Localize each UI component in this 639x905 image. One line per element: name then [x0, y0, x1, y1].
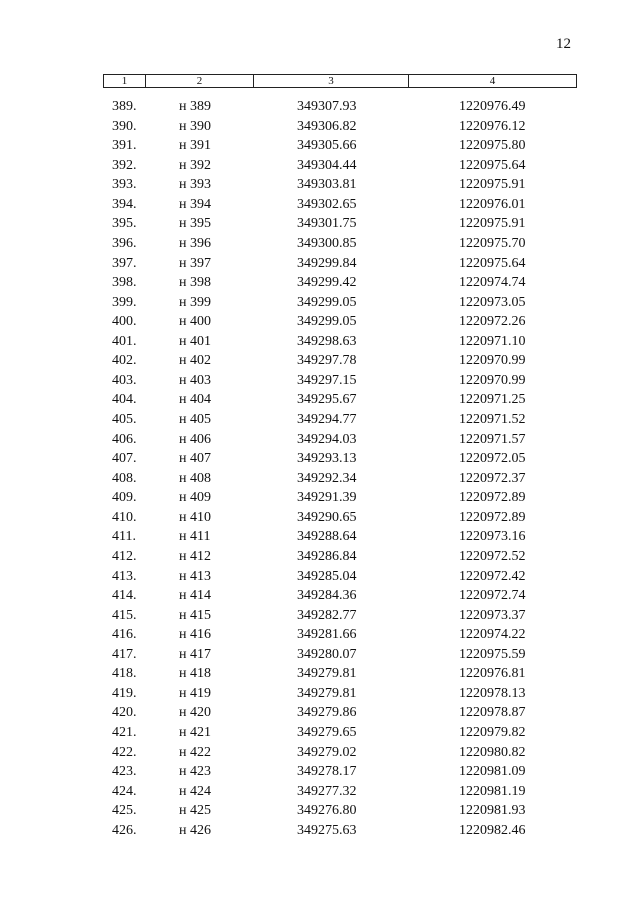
- coordinate-y: 1220975.59: [459, 646, 526, 662]
- table-row: [0, 547, 639, 567]
- coordinate-y: 1220980.82: [459, 744, 526, 760]
- table-row: [0, 743, 639, 763]
- point-label: н 414: [179, 588, 211, 604]
- point-label: н 394: [179, 196, 211, 212]
- row-number: 404.: [112, 392, 137, 408]
- table-row: [0, 645, 639, 665]
- table-row: [0, 293, 639, 313]
- coordinate-x: 349295.67: [297, 392, 357, 408]
- row-number: 414.: [112, 588, 137, 604]
- table-row: [0, 508, 639, 528]
- header-col-4: 4: [489, 75, 496, 87]
- table-row: [0, 449, 639, 469]
- row-number: 393.: [112, 177, 137, 193]
- row-number: 395.: [112, 216, 137, 232]
- table-row: [0, 156, 639, 176]
- row-number: 398.: [112, 275, 137, 291]
- coordinate-y: 1220982.46: [459, 822, 526, 838]
- point-label: н 409: [179, 490, 211, 506]
- coordinate-y: 1220972.05: [459, 451, 526, 467]
- table-row: [0, 664, 639, 684]
- point-label: н 395: [179, 216, 211, 232]
- coordinate-y: 1220975.80: [459, 138, 526, 154]
- point-label: н 407: [179, 451, 211, 467]
- row-number: 405.: [112, 412, 137, 427]
- coordinate-x: 349285.04: [297, 568, 357, 584]
- coordinate-x: 349298.63: [297, 333, 357, 349]
- coordinate-x: 349279.02: [297, 744, 357, 760]
- coordinate-x: 349297.15: [297, 372, 357, 388]
- coordinate-x: 349303.81: [297, 177, 357, 193]
- coordinate-x: 349286.84: [297, 548, 357, 564]
- coordinate-y: 1220976.81: [459, 666, 526, 682]
- point-label: н 392: [179, 157, 211, 173]
- point-label: н 411: [179, 529, 211, 545]
- table-row: [0, 273, 639, 293]
- table-row: [0, 234, 639, 254]
- point-label: н 401: [179, 333, 211, 349]
- point-label: н 417: [179, 646, 211, 662]
- coordinate-y: 1220975.70: [459, 235, 526, 251]
- row-number: 425.: [112, 803, 137, 819]
- coordinate-x: 349297.78: [297, 353, 357, 369]
- point-label: н 400: [179, 314, 211, 330]
- point-label: н 398: [179, 275, 211, 291]
- row-number: 392.: [112, 157, 137, 173]
- point-label: н 410: [179, 509, 211, 525]
- row-number: 422.: [112, 744, 137, 760]
- coordinate-x: 349293.13: [297, 451, 357, 467]
- coordinate-x: 349292.34: [297, 470, 357, 486]
- point-label: н 403: [179, 372, 211, 388]
- coordinate-y: 1220981.93: [459, 803, 526, 819]
- point-label: н 416: [179, 627, 211, 643]
- header-col-3: 3: [254, 75, 409, 87]
- coordinate-y: 1220970.99: [459, 353, 526, 369]
- row-number: 409.: [112, 490, 137, 506]
- row-number: 394.: [112, 196, 137, 212]
- point-label: н 397: [179, 255, 211, 271]
- point-label: н 423: [179, 764, 211, 780]
- point-label: н 418: [179, 666, 211, 682]
- coordinate-y: 1220973.37: [459, 607, 526, 623]
- point-label: н 404: [179, 392, 211, 408]
- coordinate-x: 349279.86: [297, 705, 357, 721]
- coordinate-y: 1220975.64: [459, 255, 526, 271]
- table-row: [0, 117, 639, 137]
- row-number: 391.: [112, 138, 137, 154]
- row-number: 412.: [112, 548, 137, 564]
- point-label: н 426: [179, 822, 211, 838]
- point-label: н 402: [179, 353, 211, 369]
- coordinate-y: 1220972.52: [459, 548, 526, 564]
- table-row: [0, 175, 639, 195]
- point-label: н 405: [179, 412, 211, 427]
- point-label: н 424: [179, 783, 211, 799]
- coordinate-x: 349301.75: [297, 216, 357, 232]
- coordinate-x: 349288.64: [297, 529, 357, 545]
- table-row: [0, 430, 639, 450]
- table-row: [0, 332, 639, 352]
- coordinate-y: 1220971.52: [459, 412, 526, 427]
- table-row: [0, 625, 639, 645]
- point-label: н 415: [179, 607, 211, 623]
- point-label: н 408: [179, 470, 211, 486]
- point-label: н 413: [179, 568, 211, 584]
- row-number: 424.: [112, 783, 137, 799]
- point-label: н 425: [179, 803, 211, 819]
- table-row: [0, 762, 639, 782]
- coordinate-y: 1220972.42: [459, 568, 526, 584]
- coordinate-y: 1220974.22: [459, 627, 526, 643]
- row-number: 418.: [112, 666, 137, 682]
- table-row: [0, 606, 639, 626]
- coordinate-x: 349276.80: [297, 803, 357, 819]
- table-row: [0, 195, 639, 215]
- coordinate-y: 1220979.82: [459, 725, 526, 740]
- coordinate-x: 349275.63: [297, 822, 357, 838]
- coordinate-y: 1220970.99: [459, 372, 526, 388]
- coordinate-y: 1220981.19: [459, 783, 526, 799]
- coordinate-y: 1220974.74: [459, 275, 526, 291]
- point-label: н 391: [179, 138, 211, 154]
- point-label: н 412: [179, 548, 211, 564]
- coordinate-x: 349278.17: [297, 764, 357, 780]
- row-number: 389.: [112, 99, 137, 114]
- coordinate-y: 1220971.25: [459, 392, 526, 408]
- coordinate-y: 1220978.13: [459, 685, 526, 701]
- row-number: 426.: [112, 822, 137, 838]
- table-row: [0, 214, 639, 234]
- coordinate-x: 349299.42: [297, 275, 357, 291]
- row-number: 407.: [112, 451, 137, 467]
- coordinate-x: 349290.65: [297, 509, 357, 525]
- row-number: 415.: [112, 607, 137, 623]
- coordinate-y: 1220976.12: [459, 118, 526, 134]
- coordinate-y: 1220978.87: [459, 705, 526, 721]
- coordinate-x: 349279.65: [297, 725, 357, 740]
- row-number: 417.: [112, 646, 137, 662]
- point-label: н 393: [179, 177, 211, 193]
- row-number: 411.: [112, 529, 136, 545]
- row-number: 421.: [112, 725, 137, 740]
- coordinate-y: 1220981.09: [459, 764, 526, 780]
- coordinate-x: 349302.65: [297, 196, 357, 212]
- point-label: н 406: [179, 431, 211, 447]
- coordinate-x: 349279.81: [297, 685, 357, 701]
- row-number: 396.: [112, 235, 137, 251]
- table-header: [103, 74, 577, 88]
- point-label: н 399: [179, 294, 211, 310]
- coordinate-x: 349306.82: [297, 118, 357, 134]
- table-row: [0, 586, 639, 606]
- coordinate-x: 349300.85: [297, 235, 357, 251]
- coordinate-y: 1220975.91: [459, 177, 526, 193]
- row-number: 423.: [112, 764, 137, 780]
- point-label: н 390: [179, 118, 211, 134]
- table-row: [0, 410, 639, 430]
- table-row: [0, 97, 639, 117]
- coordinate-x: 349277.32: [297, 783, 357, 799]
- table-row: [0, 782, 639, 802]
- row-number: 402.: [112, 353, 137, 369]
- row-number: 406.: [112, 431, 137, 447]
- coordinate-y: 1220972.89: [459, 490, 526, 506]
- coordinate-x: 349282.77: [297, 607, 357, 623]
- header-col-2: 2: [146, 75, 254, 87]
- coordinate-x: 349284.36: [297, 588, 357, 604]
- coordinate-x: 349279.81: [297, 666, 357, 682]
- coordinate-y: 1220975.91: [459, 216, 526, 232]
- coordinate-x: 349299.05: [297, 294, 357, 310]
- coordinate-y: 1220972.26: [459, 314, 526, 330]
- coordinate-y: 1220972.74: [459, 588, 526, 604]
- point-label: н 389: [179, 99, 211, 114]
- row-number: 413.: [112, 568, 137, 584]
- table-row: [0, 469, 639, 489]
- page-number: 12: [556, 36, 571, 52]
- table-row: [0, 390, 639, 410]
- table-row: [0, 567, 639, 587]
- coordinate-x: 349307.93: [297, 99, 357, 114]
- coordinate-y: 1220976.01: [459, 196, 526, 212]
- coordinate-y: 1220971.10: [459, 333, 526, 349]
- row-number: 400.: [112, 314, 137, 330]
- coordinate-x: 349299.05: [297, 314, 357, 330]
- coordinate-x: 349304.44: [297, 157, 357, 173]
- point-label: н 422: [179, 744, 211, 760]
- row-number: 419.: [112, 685, 137, 701]
- coordinate-y: 1220973.16: [459, 529, 526, 545]
- coordinate-x: 349291.39: [297, 490, 357, 506]
- table-row: [0, 684, 639, 704]
- table-row: [0, 136, 639, 156]
- coordinate-y: 1220976.49: [459, 99, 526, 114]
- point-label: н 421: [179, 725, 211, 740]
- table-row: [0, 351, 639, 371]
- row-number: 390.: [112, 118, 137, 134]
- table-row: [0, 703, 639, 723]
- row-number: 401.: [112, 333, 137, 349]
- table-row: [0, 801, 639, 821]
- table-row: [0, 312, 639, 332]
- row-number: 410.: [112, 509, 137, 525]
- header-col-1: 1: [104, 75, 146, 87]
- table-row: [0, 821, 639, 841]
- table-row: [0, 371, 639, 391]
- row-number: 397.: [112, 255, 137, 271]
- point-label: н 419: [179, 685, 211, 701]
- coordinate-x: 349305.66: [297, 138, 357, 154]
- coordinate-y: 1220975.64: [459, 157, 526, 173]
- coordinate-x: 349280.07: [297, 646, 357, 662]
- coordinate-x: 349281.66: [297, 627, 357, 643]
- row-number: 416.: [112, 627, 137, 643]
- row-number: 403.: [112, 372, 137, 388]
- table-row: [0, 527, 639, 547]
- coordinate-x: 349299.84: [297, 255, 357, 271]
- table-row: [0, 254, 639, 274]
- coordinate-y: 1220973.05: [459, 294, 526, 310]
- coordinate-x: 349294.03: [297, 431, 357, 447]
- coordinate-y: 1220971.57: [459, 431, 526, 447]
- coordinate-y: 1220972.37: [459, 470, 526, 486]
- coordinate-table-body: [0, 97, 639, 840]
- point-label: н 396: [179, 235, 211, 251]
- coordinate-y: 1220972.89: [459, 509, 526, 525]
- row-number: 399.: [112, 294, 137, 310]
- coordinate-x: 349294.77: [297, 412, 357, 427]
- table-row: [0, 723, 639, 743]
- table-row: [0, 488, 639, 508]
- row-number: 420.: [112, 705, 137, 721]
- point-label: н 420: [179, 705, 211, 721]
- row-number: 408.: [112, 470, 137, 486]
